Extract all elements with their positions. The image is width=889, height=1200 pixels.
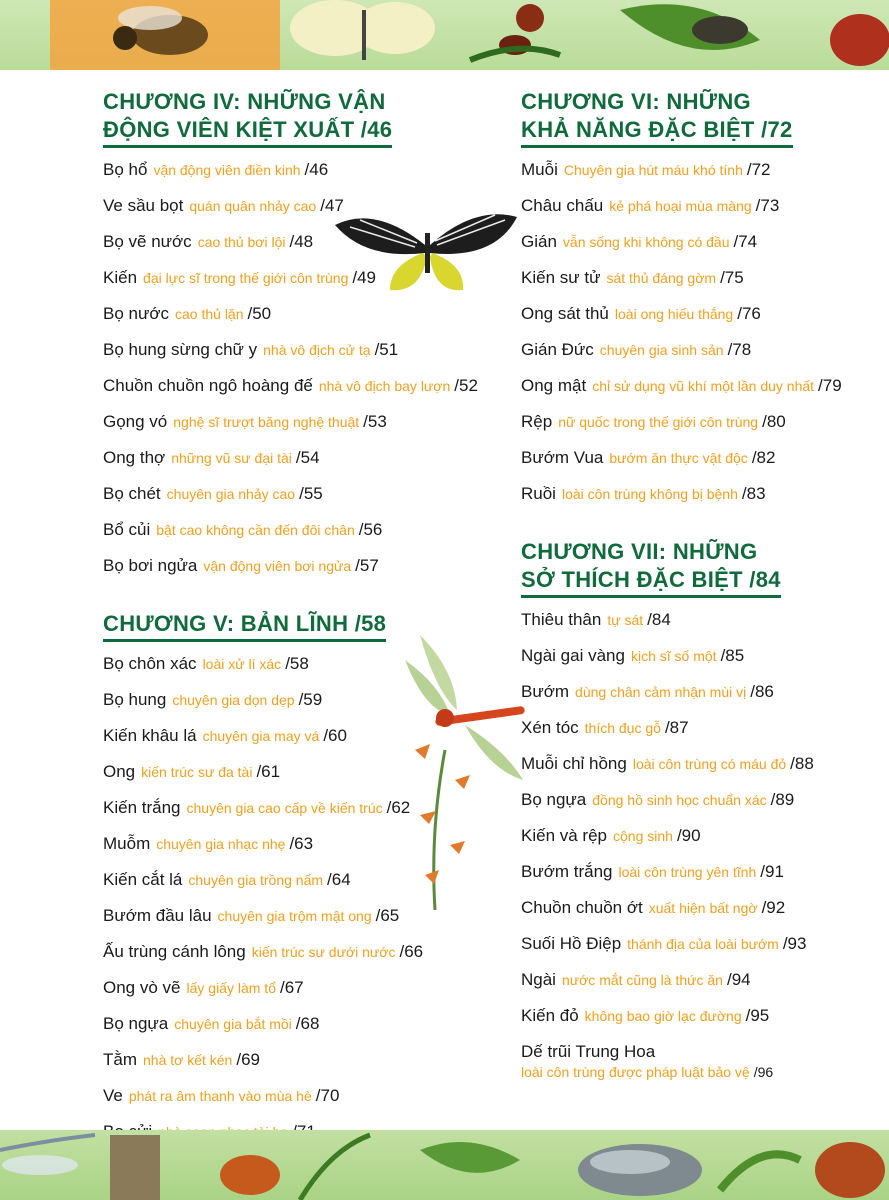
- chapter-4-heading: [103, 88, 392, 148]
- entry-description: vẫn sống khi không có đầu: [562, 234, 730, 250]
- entry-name: Ong vò vẽ: [103, 978, 181, 997]
- entry-page: /72: [746, 160, 771, 179]
- entry-description: loài côn trùng không bị bệnh: [561, 486, 738, 502]
- entry-name: Gọng vó: [103, 412, 168, 431]
- toc-entry: [521, 448, 881, 484]
- toc-entry: [103, 304, 503, 340]
- beetle-image: [220, 1155, 280, 1195]
- entry-page: /96: [753, 1064, 774, 1080]
- toc-entry: [521, 340, 881, 376]
- entry-description: chuyên gia nhảy cao: [166, 486, 296, 502]
- entry-name: Tằm: [103, 1050, 137, 1069]
- toc-entry: [521, 484, 881, 520]
- top-banner-art: [0, 0, 889, 70]
- entry-description: vận động viên điền kinh: [153, 162, 301, 178]
- toc-entry: [103, 340, 503, 376]
- entry-page: /89: [770, 790, 795, 809]
- dragonfly-image: [0, 1135, 95, 1175]
- entry-description: loài xử lí xác: [202, 656, 282, 672]
- entry-page: /85: [720, 646, 745, 665]
- entry-page: /65: [375, 906, 400, 925]
- entry-page: /50: [247, 304, 272, 323]
- entry-page: /94: [726, 970, 751, 989]
- entry-name: Bọ hung: [103, 690, 167, 709]
- chapter-6: [521, 88, 881, 520]
- entry-description: cao thủ bơi lội: [197, 234, 286, 250]
- entry-description: [521, 1062, 881, 1082]
- entry-description-text: loài côn trùng được pháp luật bảo vệ: [521, 1064, 750, 1080]
- entry-page: /46: [304, 160, 329, 179]
- entry-description: phát ra âm thanh vào mùa hè: [128, 1088, 312, 1104]
- entry-name: Ong mật: [521, 376, 587, 395]
- toc-entry: [521, 646, 881, 682]
- entry-name: Ong thợ: [103, 448, 166, 467]
- toc-entry: [103, 556, 503, 592]
- entry-page: /82: [751, 448, 776, 467]
- entry-page: /57: [355, 556, 379, 575]
- entry-name: Ve: [103, 1086, 123, 1105]
- entry-name: Ngài gai vàng: [521, 646, 625, 665]
- entry-name: Kiến đỏ: [521, 1006, 579, 1025]
- entry-page: /69: [236, 1050, 260, 1069]
- entry-name: Kiến sư tử: [521, 268, 601, 287]
- entry-description: bật cao không cần đến đôi chân: [156, 522, 355, 538]
- entry-description: chuyên gia cao cấp về kiến trúc: [186, 800, 383, 816]
- entry-name: Bọ chét: [103, 484, 161, 503]
- entry-name: Muỗi chỉ hồng: [521, 754, 627, 773]
- entry-page: /76: [737, 304, 761, 323]
- entry-description: vận động viên bơi ngửa: [203, 558, 352, 574]
- entry-page: /67: [279, 978, 304, 997]
- entry-name: Ong sát thủ: [521, 304, 609, 323]
- entry-description: kẻ phá hoại mùa màng: [609, 198, 752, 214]
- red-insect-image: [815, 1142, 885, 1198]
- entry-page: /93: [782, 934, 807, 953]
- toc-entry: [521, 682, 881, 718]
- toc-entry: [521, 376, 881, 412]
- swallowtail-butterfly-image: [335, 205, 520, 300]
- entry-name: Ấu trùng cánh lông: [103, 942, 246, 961]
- entry-description: bướm ăn thực vật độc: [609, 450, 748, 466]
- entry-page: /92: [761, 898, 786, 917]
- entry-description: sát thủ đáng gờm: [606, 270, 717, 286]
- butterfly-image: [290, 0, 435, 60]
- entry-description: chuyên gia trồng nấm: [188, 872, 324, 888]
- chapter-7-last-entry: [521, 1042, 881, 1086]
- entry-name: Kiến: [103, 268, 138, 287]
- entry-name: Bọ ngựa: [521, 790, 587, 809]
- entry-page: /68: [295, 1014, 320, 1033]
- entry-description: những vũ sư đại tài: [171, 450, 292, 466]
- entry-name: Bướm: [521, 682, 570, 701]
- entry-description: thánh địa của loài bướm: [627, 936, 779, 952]
- toc-entry: [521, 268, 881, 304]
- entry-description: nghệ sĩ trượt băng nghệ thuật: [173, 414, 360, 430]
- entry-description: thích đục gỗ: [584, 720, 661, 736]
- entry-description: Chuyên gia hút máu khó tính: [563, 162, 743, 178]
- entry-description: quán quân nhảy cao: [189, 198, 317, 214]
- bottom-banner-art: [0, 1130, 889, 1200]
- entry-name: Ruồi: [521, 484, 556, 503]
- entry-description: xuất hiện bất ngờ: [648, 900, 758, 916]
- entry-name: Bọ hổ: [103, 160, 148, 179]
- toc-entry: [521, 160, 881, 196]
- chapter-4: [103, 88, 503, 592]
- entry-page: /80: [762, 412, 786, 431]
- entry-page: /74: [733, 232, 758, 251]
- entry-description: loài côn trùng có máu đỏ: [632, 756, 787, 772]
- toc-entry: [521, 934, 881, 970]
- toc-entry: [521, 1006, 881, 1042]
- toc-entry: [521, 232, 881, 268]
- toc-entry: [103, 160, 503, 196]
- toc-entry: [521, 304, 881, 340]
- entry-page: /79: [818, 376, 842, 395]
- chapter-7-entries: [521, 610, 881, 1042]
- entry-name: Xén tóc: [521, 718, 579, 737]
- entry-description: chuyên gia dọn dẹp: [172, 692, 295, 708]
- entry-description: loài ong hiếu thắng: [614, 306, 734, 322]
- toc-entry: [103, 1014, 503, 1050]
- entry-page: /66: [399, 942, 424, 961]
- entry-name: Bướm trắng: [521, 862, 613, 881]
- toc-entry: [521, 754, 881, 790]
- toc-entry: [521, 196, 881, 232]
- bark-image: [110, 1135, 160, 1200]
- chapter-7: [521, 538, 881, 1086]
- chapter-7-title-line-1: CHƯƠNG VII: NHỮNG: [521, 539, 758, 564]
- right-column: [521, 88, 881, 1104]
- toc-entry: [103, 978, 503, 1014]
- entry-page: /95: [745, 1006, 770, 1025]
- red-beetle-image: [830, 14, 889, 66]
- chapter-6-title-line-2: KHẢ NĂNG ĐẶC BIỆT /72: [521, 117, 793, 142]
- entry-description: không bao giờ lạc đường: [584, 1008, 742, 1024]
- chapter-7-heading: [521, 538, 781, 598]
- entry-page: /58: [285, 654, 309, 673]
- toc-entry: [521, 826, 881, 862]
- entry-name: Bọ ngựa: [103, 1014, 169, 1033]
- entry-description: cao thủ lặn: [175, 306, 244, 322]
- entry-page: /70: [315, 1086, 340, 1105]
- entry-name: Thiêu thân: [521, 610, 602, 629]
- entry-page: /73: [755, 196, 780, 215]
- entry-page: /84: [647, 610, 671, 629]
- entry-description: chuyên gia trộm mật ong: [217, 908, 372, 924]
- entry-page: /91: [760, 862, 784, 881]
- chapter-6-title-line-1: CHƯƠNG VI: NHỮNG: [521, 89, 751, 114]
- entry-name: Dế trũi Trung Hoa: [521, 1042, 656, 1061]
- toc-entry: [521, 412, 881, 448]
- toc-entry: [103, 484, 503, 520]
- entry-name: Bọ chôn xác: [103, 654, 197, 673]
- entry-name: Kiến cắt lá: [103, 870, 183, 889]
- entry-name: Rệp: [521, 412, 553, 431]
- toc-entry: [521, 970, 881, 1006]
- chapter-4-title-line-2: ĐỘNG VIÊN KIỆT XUẤT /46: [103, 117, 393, 142]
- entry-page: /51: [374, 340, 399, 359]
- chapter-4-title-line-1: CHƯƠNG IV: NHỮNG VẬN: [103, 89, 386, 114]
- dragonfly-image: [405, 635, 525, 780]
- toc-entry: [521, 862, 881, 898]
- orchid-image: [415, 744, 470, 910]
- entry-name: Ong: [103, 762, 136, 781]
- entry-name: Bướm Vua: [521, 448, 604, 467]
- entry-description: kiến trúc sư dưới nước: [251, 944, 396, 960]
- entry-name: Bọ vẽ nước: [103, 232, 192, 251]
- entry-description: dùng chân cảm nhận mùi vị: [575, 684, 747, 700]
- entry-page: /64: [327, 870, 351, 889]
- entry-page: /55: [299, 484, 323, 503]
- entry-page: /75: [720, 268, 744, 287]
- toc-entry: [103, 942, 503, 978]
- toc-entry: [521, 718, 881, 754]
- entry-description: chỉ sử dụng vũ khí một lần duy nhất: [592, 378, 815, 394]
- dragonfly-orchid-image: [395, 630, 530, 915]
- entry-description: nhà vô địch bay lượn: [318, 378, 451, 394]
- entry-page: /87: [664, 718, 689, 737]
- entry-name: Ve sầu bọt: [103, 196, 184, 215]
- chapter-5-heading: [103, 610, 386, 642]
- entry-page: /90: [676, 826, 701, 845]
- entry-page: /86: [750, 682, 774, 701]
- entry-description: nước mắt cũng là thức ăn: [561, 972, 723, 988]
- chapter-5-title-line-1: CHƯƠNG V: BẢN LĨNH /58: [103, 611, 387, 636]
- entry-name: Gián Đức: [521, 340, 594, 359]
- entry-page: /83: [741, 484, 766, 503]
- entry-description: chuyên gia may vá: [202, 728, 320, 744]
- entry-page: /62: [386, 798, 411, 817]
- entry-page: /59: [298, 690, 323, 709]
- entry-name: Bổ củi: [103, 520, 151, 539]
- entry-name: Kiến khâu lá: [103, 726, 197, 745]
- entry-name: Muỗi: [521, 160, 558, 179]
- entry-page: /49: [352, 268, 376, 287]
- entry-name: Ngài: [521, 970, 556, 989]
- entry-page: /78: [727, 340, 752, 359]
- entry-page: /47: [320, 196, 344, 215]
- entry-name: Bọ hung sừng chữ y: [103, 340, 258, 359]
- chapter-6-heading: [521, 88, 793, 148]
- entry-page: /53: [363, 412, 387, 431]
- entry-page: /88: [790, 754, 814, 773]
- ant-image: [470, 4, 560, 60]
- entry-description: chuyên gia nhạc nhẹ: [156, 836, 286, 852]
- toc-entry: [521, 898, 881, 934]
- toc-entry: [103, 1086, 503, 1122]
- entry-description: nữ quốc trong thế giới côn trùng: [558, 414, 759, 430]
- entry-page: /63: [289, 834, 314, 853]
- toc-entry: [103, 520, 503, 556]
- entry-description: chuyên gia sinh sản: [599, 342, 724, 358]
- entry-description: nhà tơ kết kén: [143, 1052, 233, 1068]
- entry-description: cộng sinh: [613, 828, 673, 844]
- entry-name: Muỗm: [103, 834, 151, 853]
- toc-entry: [103, 448, 503, 484]
- grass-image: [720, 1154, 800, 1190]
- toc-entry: [103, 376, 503, 412]
- entry-name: Bướm đầu lâu: [103, 906, 212, 925]
- toc-entry: [103, 1050, 503, 1086]
- entry-name: Châu chấu: [521, 196, 604, 215]
- entry-name: Kiến trắng: [103, 798, 181, 817]
- entry-name: Gián: [521, 232, 557, 251]
- water-beetle-image: [578, 1144, 702, 1196]
- entry-description: lấy giấy làm tổ: [186, 980, 276, 996]
- toc-entry: [521, 790, 881, 826]
- fly-image: [620, 4, 760, 50]
- entry-page: /54: [295, 448, 320, 467]
- toc-entry: [521, 610, 881, 646]
- entry-description: kiến trúc sư đa tài: [141, 764, 253, 780]
- chapter-6-entries: [521, 160, 881, 520]
- leaf-image: [420, 1142, 520, 1173]
- entry-description: tự sát: [607, 612, 644, 628]
- entry-description: kịch sĩ số một: [630, 648, 717, 664]
- entry-page: /52: [454, 376, 478, 395]
- entry-description: nhà vô địch cử tạ: [263, 342, 371, 358]
- entry-description: đại lực sĩ trong thế giới côn trùng: [143, 270, 349, 286]
- entry-name: Chuồn chuồn ớt: [521, 898, 643, 917]
- entry-description: đồng hồ sinh học chuẩn xác: [592, 792, 767, 808]
- entry-page: /56: [358, 520, 383, 539]
- entry-description: loài côn trùng yên tĩnh: [618, 864, 757, 880]
- entry-name: Kiến và rệp: [521, 826, 607, 845]
- entry-name: Chuồn chuồn ngô hoàng đế: [103, 376, 313, 395]
- entry-name: Suối Hồ Điệp: [521, 934, 622, 953]
- chapter-7-title-line-2: SỞ THÍCH ĐẶC BIỆT /84: [521, 567, 781, 592]
- bottom-insect-banner: [0, 1130, 889, 1200]
- entry-page: /61: [256, 762, 281, 781]
- leaf-stem-image: [300, 1135, 370, 1200]
- top-insect-banner: [0, 0, 889, 70]
- entry-page: /60: [323, 726, 347, 745]
- entry-name: Bọ bơi ngửa: [103, 556, 198, 575]
- entry-name: Bọ nước: [103, 304, 169, 323]
- entry-description: chuyên gia bắt mồi: [174, 1016, 292, 1032]
- toc-entry: [103, 412, 503, 448]
- entry-page: /48: [289, 232, 314, 251]
